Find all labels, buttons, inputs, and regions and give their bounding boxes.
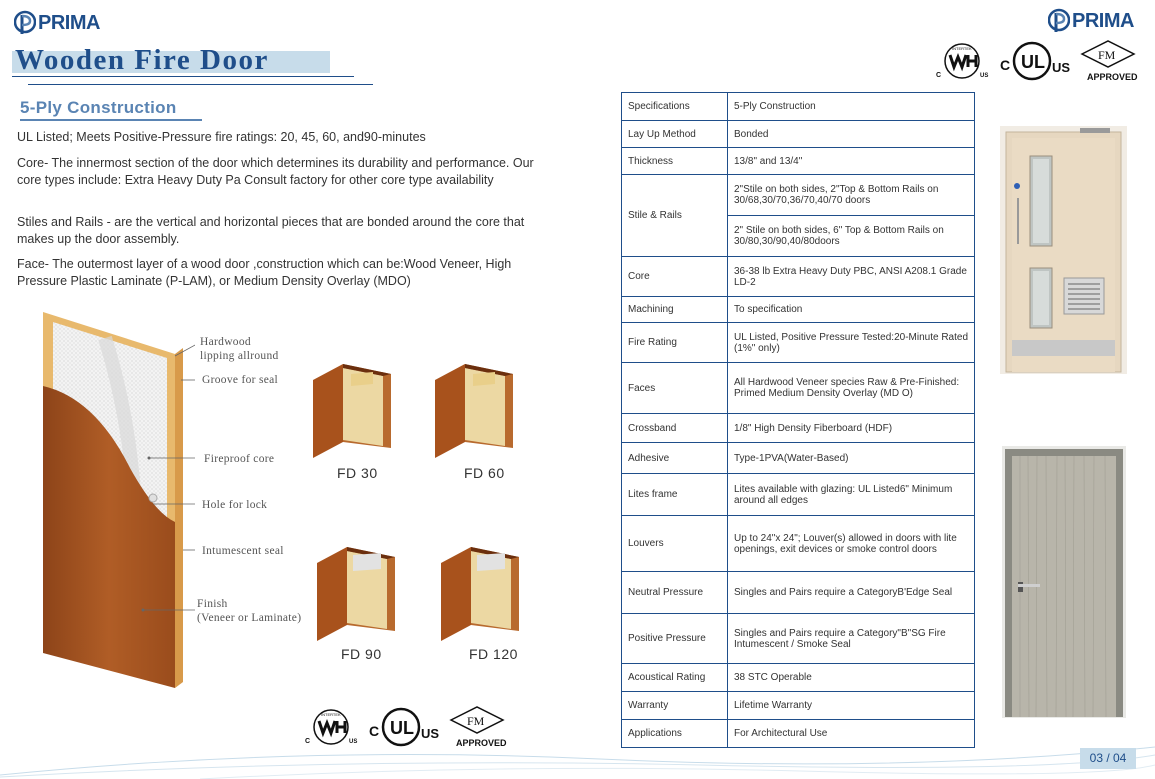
model-label: FD 60 (464, 465, 505, 481)
brand-logo-left (14, 10, 100, 36)
callout-finish (197, 597, 301, 625)
table-row (622, 323, 975, 363)
edge-lipping (175, 348, 183, 688)
spec-label: Applications (622, 720, 728, 748)
spec-value: Bonded (728, 121, 975, 148)
prima-logo-icon (14, 10, 36, 36)
spec-value: Singles and Pairs require a Category"B"SG Fire Intumescent / Smoke Seal (728, 614, 975, 664)
section-rule (20, 119, 202, 121)
table-row (622, 121, 975, 148)
table-row (622, 572, 975, 614)
table-row (622, 297, 975, 323)
spec-label: Stile & Rails (622, 175, 728, 257)
cert-wh-top-text: INTERTEK (952, 46, 972, 51)
callout-text: Hardwood (200, 336, 251, 348)
table-row (622, 257, 975, 297)
section-fd30 (313, 362, 403, 462)
fm-approved-text: APPROVED (1087, 72, 1138, 82)
cert-wh-top-text: INTERTEK (321, 712, 341, 717)
table-row (622, 664, 975, 692)
table-row (622, 363, 975, 414)
ul-c-text: C (1000, 57, 1011, 73)
spec-label: Positive Pressure (622, 614, 728, 664)
table-row (622, 414, 975, 443)
wh-cert-icon (934, 41, 994, 81)
model-label: FD 120 (469, 646, 518, 662)
brand-name: PRIMA (38, 11, 100, 34)
cert-us-text: US (349, 739, 358, 745)
page-title: Wooden Fire Door (15, 44, 269, 76)
door-cutaway-diagram (35, 308, 195, 698)
spec-value: Lifetime Warranty (728, 692, 975, 720)
spec-value: Singles and Pairs require a CategoryB'Edge Seal (728, 572, 975, 614)
fm-approved-text: APPROVED (456, 738, 507, 748)
spec-label: Neutral Pressure (622, 572, 728, 614)
section-fd120 (441, 545, 531, 645)
spec-label: Lites frame (622, 474, 728, 516)
spec-label: Acoustical Rating (622, 664, 728, 692)
spec-label: Thickness (622, 148, 728, 175)
cert-us-text: US (980, 73, 989, 79)
ul-us-text: US (1052, 60, 1071, 75)
intro-paragraph: Face- The outermost layer of a wood door ,construction which can be:Wood Veneer, High Pressure Plastic Laminate (P-LAM), or Medium Density Overlay (MDO) (17, 257, 512, 288)
door-photo-with-vision-panel (1000, 126, 1127, 374)
spec-value: 38 STC Operable (728, 664, 975, 692)
callout-intumescent: Intumescent seal (202, 545, 284, 557)
callout-text: lipping allround (200, 350, 279, 362)
lock-hole (149, 494, 157, 502)
prima-logo-icon (1048, 8, 1070, 34)
spec-value: 1/8" High Density Fiberboard (HDF) (728, 414, 975, 443)
intro-paragraph: Stiles and Rails - are the vertical and horizontal pieces that are bonded around the core that makes up the door assembly. (17, 215, 525, 246)
ul-text: UL (1021, 52, 1045, 72)
model-label: FD 30 (337, 465, 378, 481)
spec-value: UL Listed, Positive Pressure Tested:20-Minute Rated (1%" only) (728, 323, 975, 363)
spec-value: 36-38 lb Extra Heavy Duty PBC, ANSI A208.1 Grade LD-2 (728, 257, 975, 297)
brand-logo-right (1048, 8, 1134, 34)
title-rule (28, 84, 373, 85)
spec-value: To specification (728, 297, 975, 323)
fm-approved-icon (1078, 38, 1138, 84)
spec-label: Specifications (622, 93, 728, 121)
spec-label: Warranty (622, 692, 728, 720)
ul-text: UL (390, 718, 414, 738)
spec-value: All Hardwood Veneer species Raw & Pre-Finished: Primed Medium Density Overlay (MD O) (728, 363, 975, 414)
table-row (622, 692, 975, 720)
spec-value: 5-Ply Construction (728, 93, 975, 121)
fm-text: FM (467, 714, 485, 728)
door-photo-laminate (1002, 446, 1126, 718)
spec-table (621, 92, 975, 748)
model-label: FD 90 (341, 646, 382, 662)
section-fd90 (317, 545, 407, 645)
spec-value: For Architectural Use (728, 720, 975, 748)
spec-label: Core (622, 257, 728, 297)
callout-lock: Hole for lock (202, 499, 268, 511)
table-row (622, 516, 975, 572)
title-rule (12, 76, 354, 77)
cert-c-text: C (936, 72, 942, 79)
decorative-waves (0, 735, 1155, 779)
intro-paragraph: UL Listed; Meets Positive-Pressure fire ratings: 20, 45, 60, and90-minutes (17, 130, 426, 144)
callout-text: Finish (197, 598, 228, 610)
ul-cert-icon (1000, 40, 1072, 82)
callout-text: (Veneer or Laminate) (197, 612, 302, 624)
table-row (622, 443, 975, 474)
table-row (622, 175, 975, 216)
page-number: 03 / 04 (1080, 748, 1136, 769)
callout-core: Fireproof core (204, 453, 275, 465)
table-row (622, 148, 975, 175)
spec-value: 2" Stile on both sides, 6" Top & Bottom Rails on 30/80,30/90,40/80doors (728, 216, 975, 257)
spec-value: Up to 24"x 24"; Louver(s) allowed in doors with lite openings, exit devices or smoke control doors (728, 516, 975, 572)
cert-c-text: C (305, 738, 311, 745)
fm-text: FM (1098, 48, 1116, 62)
spec-label: Crossband (622, 414, 728, 443)
table-row (622, 614, 975, 664)
spec-value: 13/8" and 13/4" (728, 148, 975, 175)
spec-label: Fire Rating (622, 323, 728, 363)
spec-label: Lay Up Method (622, 121, 728, 148)
spec-label: Louvers (622, 516, 728, 572)
spec-value: Lites available with glazing: UL Listed6" Minimum around all edges (728, 474, 975, 516)
certifications-top (934, 38, 1138, 84)
spec-label: Adhesive (622, 443, 728, 474)
table-row (622, 474, 975, 516)
callout-groove: Groove for seal (202, 374, 279, 386)
table-row (622, 93, 975, 121)
section-fd60 (435, 362, 525, 462)
spec-value: 2"Stile on both sides, 2"Top & Bottom Rails on 30/68,30/70,36/70,40/70 doors (728, 175, 975, 216)
spec-label: Machining (622, 297, 728, 323)
callout-hardwood (200, 335, 279, 363)
intro-paragraph: Core- The innermost section of the door which determines its durability and performance. Our core types include: Extra Heavy Duty Pa Consult factory for other core type availability (17, 156, 534, 187)
spec-label: Faces (622, 363, 728, 414)
brand-name: PRIMA (1072, 9, 1134, 32)
section-title: 5-Ply Construction (20, 98, 177, 117)
ul-c-text: C (369, 723, 380, 739)
spec-value: Type-1PVA(Water-Based) (728, 443, 975, 474)
ul-us-text: US (421, 726, 440, 741)
